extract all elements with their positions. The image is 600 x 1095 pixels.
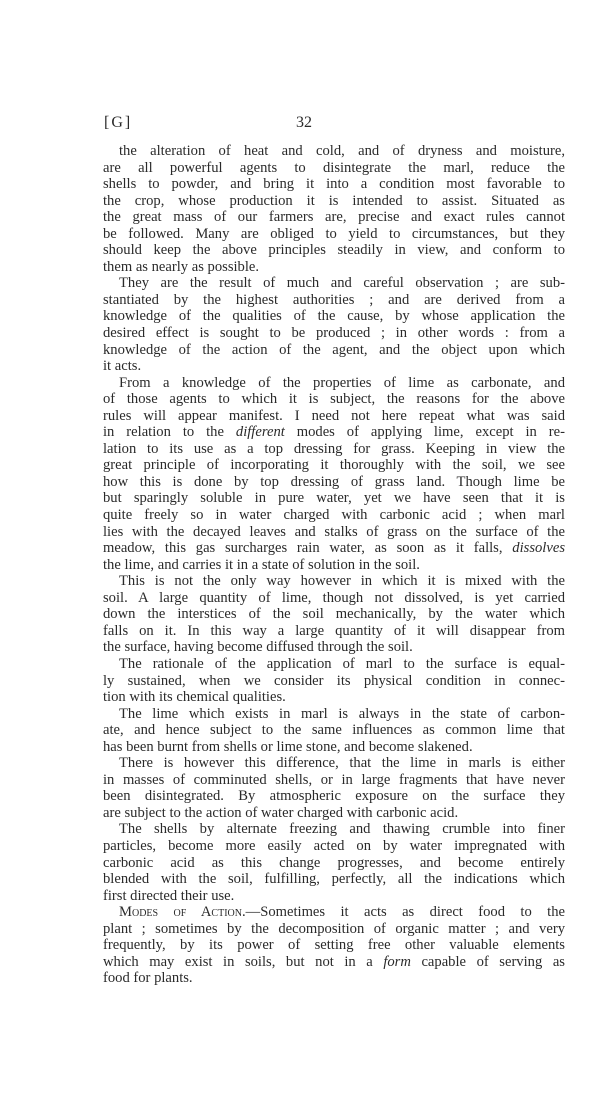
text-line: the crop, whose production it is intended to assist. Situated as [103, 192, 565, 209]
text-line: food for plants. [103, 970, 193, 987]
paragraph [103, 755, 565, 821]
paragraph [103, 375, 565, 574]
text-line: how this is done by top dressing of grass land. Though lime be [103, 473, 565, 490]
text-line: the surface, having become diffused through the soil. [103, 639, 413, 656]
paragraph [103, 656, 565, 706]
text-line: They are the result of much and careful observation ; are sub- [119, 275, 565, 292]
text-line: the great mass of our farmers are, precise and exact rules cannot [103, 209, 565, 226]
text-line: the alteration of heat and cold, and of dryness and moisture, [119, 143, 565, 159]
text-line: are all powerful agents to disintegrate the marl, reduce the [103, 159, 565, 176]
text-line: knowledge of the qualities of the cause, by whose application the [103, 308, 565, 325]
paragraph [103, 821, 565, 904]
page-number: 32 [296, 114, 312, 131]
text-line: has been burnt from shells or lime stone, and become slakened. [103, 738, 473, 755]
text-line: first directed their use. [103, 887, 235, 904]
text-line: but sparingly soluble in pure water, yet we have seen that it is [103, 490, 565, 507]
text-line: blended with the soil, fulfilling, perfectly, all the indications which [103, 871, 565, 888]
text-line: falls on it. In this way a large quantity of it will disappear from [103, 622, 565, 639]
paragraph [103, 275, 565, 374]
text-line: which may exist in soils, but not in a form capable of serving as [103, 953, 565, 970]
signature-mark: [G] [104, 114, 133, 131]
text-line: shells to powder, and bring it into a condition most favorable to [103, 176, 565, 193]
text-line: in relation to the different modes of applying lime, except in re- [103, 424, 565, 441]
text-line: the lime, and carries it in a state of solution in the soil. [103, 556, 420, 573]
text-line: stantiated by the highest authorities ; and are derived from a [103, 291, 565, 308]
text-line: should keep the above principles steadily in view, and conform to [103, 242, 565, 259]
text-line: tion with its chemical qualities. [103, 689, 286, 706]
text-line: The lime which exists in marl is always in the state of carbon- [119, 705, 565, 722]
text-line: Modes of Action.—Sometimes it acts as direct food to the [119, 904, 565, 921]
text-line: soil. A large quantity of lime, though not dissolved, is yet carried [103, 589, 565, 606]
text-line: knowledge of the action of the agent, and the object upon which [103, 341, 565, 358]
text-line: ly sustained, when we consider its physical condition in connec- [103, 672, 565, 689]
text-line: frequently, by its power of setting free other valuable elements [103, 937, 565, 954]
text-line: There is however this difference, that the lime in marls is either [119, 755, 565, 772]
page-body [103, 143, 565, 987]
text-line: The shells by alternate freezing and thawing crumble into finer [119, 821, 565, 838]
text-line: particles, become more easily acted on by water impregnated with [103, 837, 565, 854]
text-line: of those agents to which it is subject, the reasons for the above [103, 391, 565, 408]
text-line: meadow, this gas surcharges rain water, as soon as it falls, dissolves [103, 540, 565, 557]
paragraph [103, 573, 565, 656]
text-line: quite freely so in water charged with carbonic acid ; when marl [103, 507, 565, 524]
text-line: great principle of incorporating it thoroughly with the soil, we see [103, 457, 565, 474]
text-line: rules will appear manifest. I need not here repeat what was said [103, 407, 565, 424]
paragraph [103, 706, 565, 756]
text-line: lation to its use as a top dressing for grass. Keeping in view the [103, 440, 565, 457]
text-line: them as nearly as possible. [103, 258, 260, 275]
text-line: down the interstices of the soil mechanically, by the water which [103, 606, 565, 623]
text-line: lies with the decayed leaves and stalks of grass on the surface of the [103, 523, 565, 540]
text-line: been disintegrated. By atmospheric exposure on the surface they [103, 788, 565, 805]
text-line: carbonic acid as this change progresses, and become entirely [103, 854, 565, 871]
text-line: From a knowledge of the properties of lime as carbonate, and [119, 374, 565, 391]
text-line: The rationale of the application of marl to the surface is equal- [119, 655, 565, 672]
text-line: be followed. Many are obliged to yield to circumstances, but they [103, 225, 565, 242]
text-line: This is not the only way however in which it is mixed with the [119, 573, 565, 590]
text-line: plant ; sometimes by the decomposition of organic matter ; and very [103, 920, 565, 937]
paragraph [103, 904, 565, 987]
text-line: are subject to the action of water charged with carbonic acid. [103, 804, 459, 821]
paragraph [103, 143, 565, 275]
text-line: in masses of comminuted shells, or in large fragments that have never [103, 771, 565, 788]
text-line: it acts. [103, 358, 142, 375]
text-line: desired effect is sought to be produced ; in other words : from a [103, 325, 565, 342]
text-line: ate, and hence subject to the same influences as common lime that [103, 722, 565, 739]
